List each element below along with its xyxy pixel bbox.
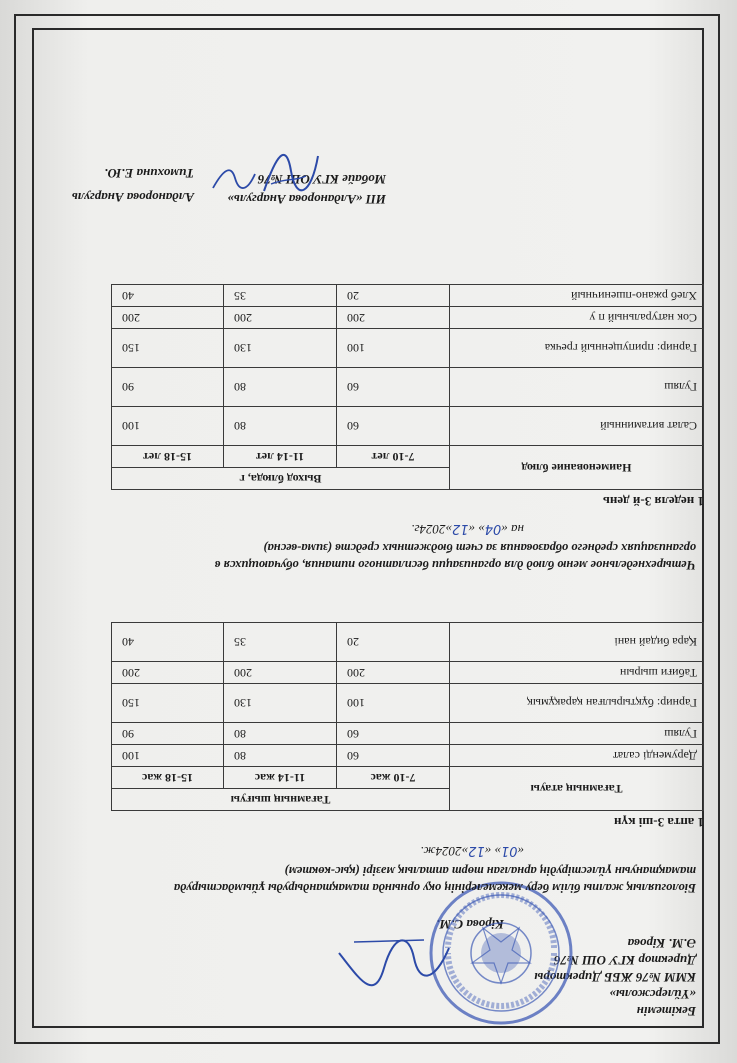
dish-name: Салат витаминный — [450, 407, 704, 446]
kaz-title-line-2: тамақтануын үйлестірудің арналған төрт апталық мәзірі (қыс-көктем) — [284, 864, 696, 878]
yield-7-10: 60 — [337, 407, 450, 446]
yield-15-18: 90 — [111, 368, 223, 407]
dish-name: Гарнир: бұқтырылған қарақұмық — [450, 684, 704, 723]
yield-11-14: 35 — [224, 623, 337, 662]
yield-11-14: 80 — [224, 368, 337, 407]
yield-11-14: 35 — [224, 285, 337, 307]
rus-date-month: 12 — [451, 521, 469, 536]
table-row — [111, 407, 703, 446]
dish-name: Гуляш — [450, 723, 704, 745]
rus-col-yield: Выход блюда, г — [111, 468, 449, 490]
kaz-date-day: 01 — [500, 843, 518, 858]
ip-name: ИП «Алданорова Анаргуль» — [227, 192, 386, 207]
yield-11-14: 80 — [224, 407, 337, 446]
yield-15-18: 200 — [111, 662, 223, 684]
yield-15-18: 150 — [111, 684, 223, 723]
rus-title-line-1: Четырехнедельное меню блюд для организации бесплатного питания, обучающихся в — [214, 558, 696, 572]
yield-15-18: 200 — [111, 307, 223, 329]
org-line-1: КММ №76 ЖББ Директоры — [534, 970, 696, 985]
yield-7-10: 60 — [337, 723, 450, 745]
kaz-date-open: « — [517, 844, 524, 859]
kaz-menu-table — [111, 622, 704, 811]
yield-15-18: 100 — [111, 407, 223, 446]
signer-2: Тимохина Е.Ю. — [104, 166, 194, 181]
dish-name: Сок натуральный п у — [450, 307, 704, 329]
rus-date-mid: » « — [468, 522, 485, 537]
yield-15-18: 100 — [111, 745, 223, 767]
table-row — [111, 662, 703, 684]
yield-11-14: 80 — [224, 745, 337, 767]
rus-date-open: на « — [501, 522, 524, 537]
dish-name: Гуляш — [450, 368, 704, 407]
kaz-col-yield: Тағамның шығуы — [111, 789, 449, 811]
director-name: Кірова С.М. — [436, 917, 504, 932]
rus-date-close: »2024г. — [411, 522, 452, 537]
yield-7-10: 100 — [337, 684, 450, 723]
org-line-2: Директор КГУ ОШ №76 — [553, 953, 696, 968]
approve-quote: «Үйлерсжолы» — [609, 987, 696, 1002]
yield-11-14: 200 — [224, 307, 337, 329]
kaz-week-day: 1 апта 3-ші күн — [613, 815, 704, 830]
kaz-title-line-1: Біологиялық жалпы білім беру мекемелерінің оқу орнында тамақтандыруды ұйымдастыруда — [173, 881, 696, 895]
yield-7-10: 20 — [337, 285, 450, 307]
rus-date-day: 04 — [484, 521, 502, 536]
signer-1: Алданорова Анаргуль — [71, 190, 194, 205]
yield-7-10: 200 — [337, 662, 450, 684]
table-row — [111, 285, 703, 307]
dish-name: Табиғи шырын — [450, 662, 704, 684]
yield-7-10: 20 — [337, 623, 450, 662]
table-row — [111, 745, 703, 767]
rus-menu-table — [111, 284, 704, 490]
rus-col-name: Наименование блюд — [450, 446, 704, 490]
yield-7-10: 200 — [337, 307, 450, 329]
yield-7-10: 60 — [337, 745, 450, 767]
rus-age-1: 11-14 лет — [224, 446, 337, 468]
yield-11-14: 130 — [224, 684, 337, 723]
rus-title-line-2: организациях среднего образования за счет бюджетных средств (зима-весна) — [263, 541, 696, 555]
kaz-date-close: »2024ж. — [420, 844, 469, 859]
yield-15-18: 150 — [111, 329, 223, 368]
rus-age-0: 7-10 лет — [337, 446, 450, 468]
kaz-date-month: 12 — [468, 843, 485, 858]
table-row — [111, 623, 703, 662]
table-row — [111, 368, 703, 407]
yield-15-18: 90 — [111, 723, 223, 745]
dish-name: Хлеб ржано-пшеничный — [450, 285, 704, 307]
rus-week-day: 1 неделя 3-й день — [602, 494, 704, 509]
yield-11-14: 80 — [224, 723, 337, 745]
director-signature — [334, 928, 454, 988]
document-page — [32, 28, 704, 1028]
yield-7-10: 60 — [337, 368, 450, 407]
table-row — [111, 329, 703, 368]
table-row — [111, 723, 703, 745]
kaz-age-0: 7-10 жас — [337, 767, 450, 789]
kaz-age-1: 11-14 жас — [224, 767, 337, 789]
approve-word: Бекітемін — [636, 1004, 696, 1019]
ip-signature — [256, 146, 326, 206]
kaz-col-name: Тағамның атауы — [450, 767, 704, 811]
kaz-date-mid: » « — [484, 844, 501, 859]
table-row — [111, 307, 703, 329]
rus-age-2: 15-18 лет — [111, 446, 223, 468]
table-row — [111, 684, 703, 723]
kaz-age-2: 15-18 жас — [111, 767, 223, 789]
dish-name: Гарнир: припущенный гречка — [450, 329, 704, 368]
yield-7-10: 100 — [337, 329, 450, 368]
yield-15-18: 40 — [111, 285, 223, 307]
school-signature — [209, 166, 259, 196]
yield-11-14: 200 — [224, 662, 337, 684]
dish-name: Қара бидай нанi — [450, 623, 704, 662]
yield-15-18: 40 — [111, 623, 223, 662]
dish-name: Дәрумендi салат — [450, 745, 704, 767]
yield-11-14: 130 — [224, 329, 337, 368]
org-line-3: Ә.М. Кірова — [627, 936, 696, 951]
kaz-date — [420, 842, 524, 860]
rus-date — [411, 520, 524, 538]
school-name: Мобайе КГУ ОШ №76 — [257, 172, 386, 187]
